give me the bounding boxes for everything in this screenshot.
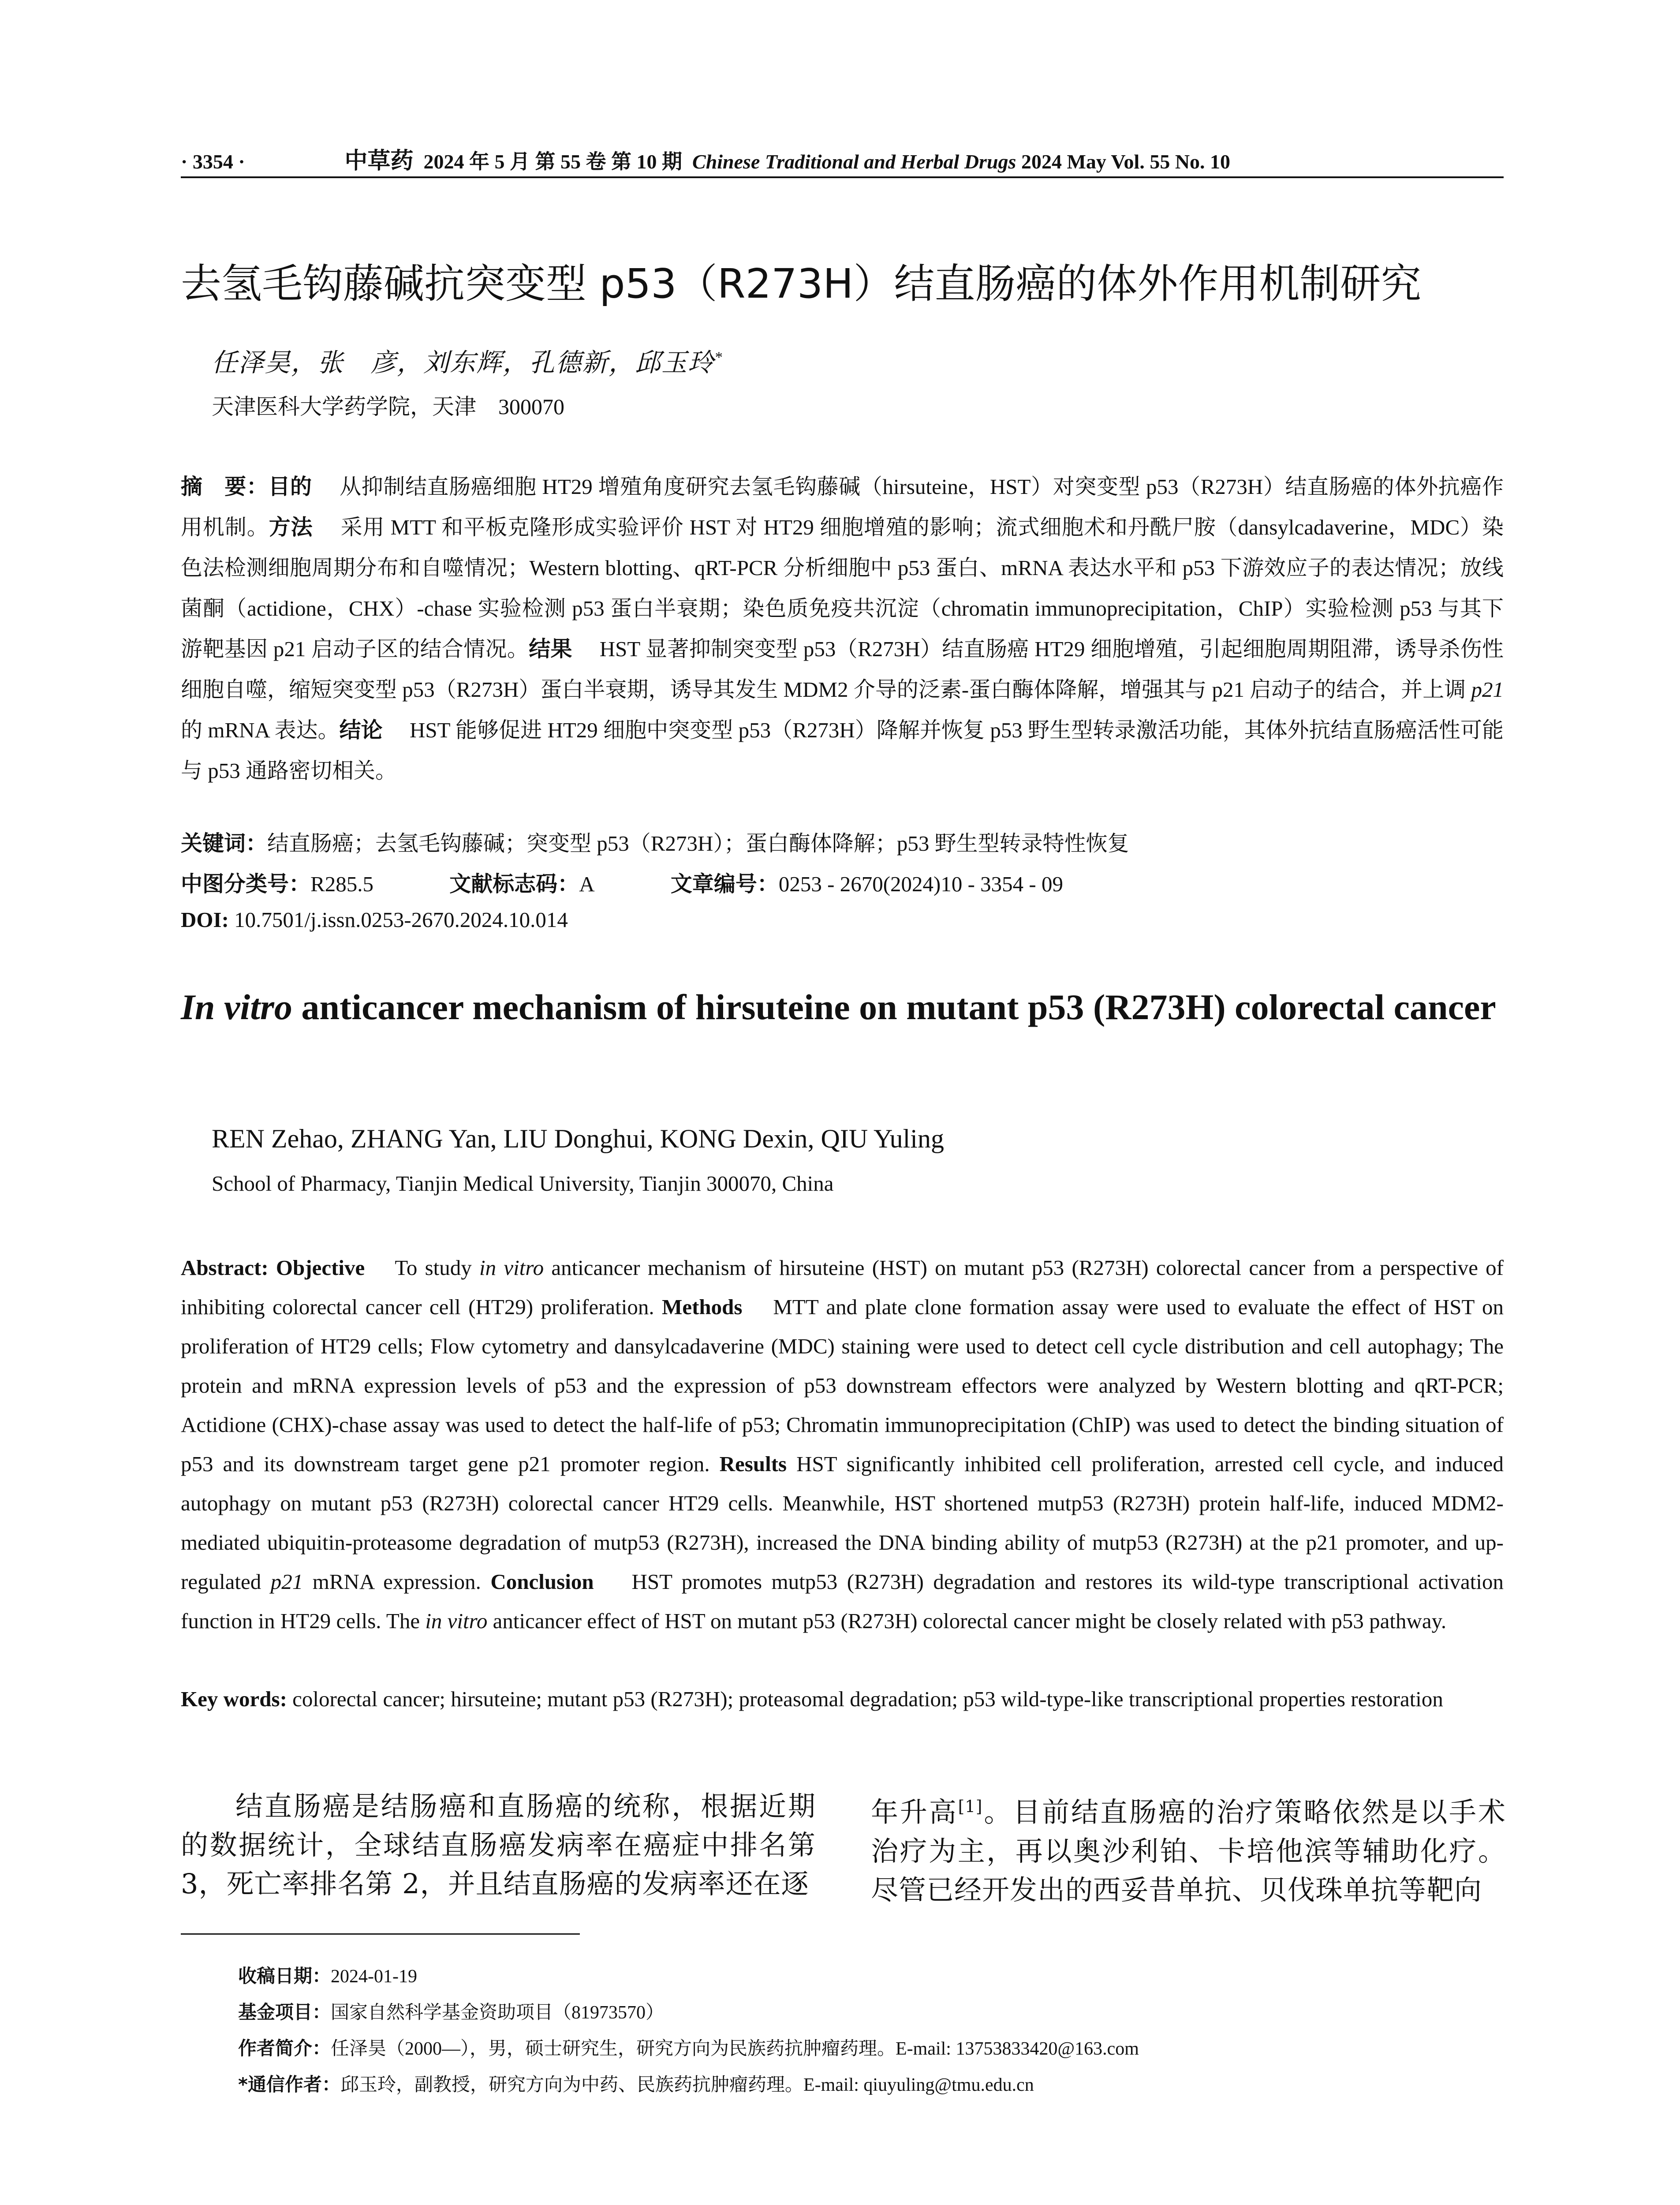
author-value: 任泽昊（2000—），男，硕士研究生，研究方向为民族药抗肿瘤药理。E-mail: 13753833420@163.com	[331, 2039, 1139, 2059]
body-right-a: 年升高	[871, 1796, 958, 1828]
footnote-received	[238, 1962, 417, 1988]
corresponding-mark: *	[714, 348, 723, 366]
affiliation-en: School of Pharmacy, Tianjin Medical University, Tianjin 300070, China	[212, 1171, 834, 1196]
doi-label: DOI:	[181, 908, 229, 932]
methods-en: MTT and plate clone formation assay were used to evaluate the effect of HST on proliferation of HT29 cells; Flow cytometry and dansylcadaverine (MDC) staining were used to detect cell cycle distribution and cell autophagy; The protein and mRNA expression levels of p53 and the expression of p53 downstream effectors were analyzed by Western blotting and qRT-PCR; Actidione (CHX)-chase assay was used to detect the half-life of p53; Chromatin immunoprecipitation (ChIP) was used to detect the binding situation of p53 and its downstream target gene p21 promoter region.	[181, 1295, 1504, 1476]
keywords-cn	[181, 826, 1129, 857]
conclusion-en-a: HST promotes mutp53 (R273H) degradation and restores its wild-type transcriptional activation function in HT29 cells. The	[181, 1570, 1504, 1633]
footnote-corresponding	[238, 2070, 1034, 2097]
doc-code-value: A	[579, 872, 595, 896]
keywords-label-cn: 关键词：	[181, 831, 268, 856]
citation-ref[interactable]: [1]	[958, 1797, 983, 1816]
clc-value: R285.5	[310, 872, 373, 896]
results-en-gene: p21	[270, 1570, 303, 1594]
objective-en-a: To study	[395, 1256, 479, 1280]
results-en-b: mRNA expression.	[303, 1570, 481, 1594]
journal-name-cn: 中草药	[344, 149, 414, 174]
fund-label: 基金项目：	[238, 2001, 331, 2023]
corresponding-label: *通信作者：	[238, 2074, 340, 2095]
title-en	[181, 981, 1504, 1033]
conclusion-cn: HST 能够促进 HT29 细胞中突变型 p53（R273H）降解并恢复 p53 野生型转录激活功能，其体外抗结直肠癌活性可能与 p53 通路密切相关。	[181, 718, 1504, 783]
conclusion-en-b: anticancer effect of HST on mutant p53 (R273H) colorectal cancer might be closely related with p53 pathway.	[487, 1609, 1447, 1633]
keywords-label-en: Key words:	[181, 1687, 287, 1711]
title-cn: 去氢毛钩藤碱抗突变型 p53（R273H）结直肠癌的体外作用机制研究	[181, 260, 1422, 307]
article-no-label: 文章编号：	[670, 871, 779, 897]
results-cn-end: 的 mRNA 表达。	[181, 718, 340, 742]
body-column-left: 结直肠癌是结肠癌和直肠癌的统称，根据近期的数据统计，全球结直肠癌发病率在癌症中排名第 3，死亡率排名第 2，并且结直肠癌的发病率还在逐	[181, 1790, 816, 1900]
objective-label-cn: 目的	[268, 474, 312, 499]
authors-cn-names: 任泽昊，张 彦，刘东辉，孔德新，邱玉玲	[212, 348, 715, 377]
body-column-right	[871, 1787, 1506, 1910]
abstract-label-cn: 摘 要：	[181, 474, 269, 499]
results-en-a: HST significantly inhibited cell proliferation, arrested cell cycle, and induced autophagy on mutant p53 (R273H) colorectal cancer HT29 cells. Meanwhile, HST shortened mutp53 (R273H) protein half-life, induced MDM2-mediated ubiquitin-proteasome degradation of mutp53 (R273H), increased the DNA binding ability of mutp53 (R273H) at the p21 promoter, and up-regulated	[181, 1452, 1504, 1594]
authors-cn	[212, 342, 723, 379]
footnote-rule	[181, 1933, 580, 1935]
objective-en-italic: in vitro	[479, 1256, 544, 1280]
objective-en-b: anticancer mechanism of hirsuteine (HST) on mutant p53 (R273H) colorectal cancer from a perspective of inhibiting colorectal cancer cell (HT29) proliferation.	[181, 1256, 1504, 1319]
keywords-text-en: colorectal cancer; hirsuteine; mutant p53 (R273H); proteasomal degradation; p53 wild-type-like transcriptional properties restoration	[292, 1687, 1443, 1711]
keywords-en	[181, 1679, 1504, 1719]
affiliation-cn: 天津医科大学药学院，天津 300070	[212, 394, 564, 419]
header-rule	[181, 176, 1504, 178]
title-en-italic: In vitro	[181, 987, 292, 1027]
issue-en: 2024 May Vol. 55 No. 10	[1021, 150, 1231, 173]
clc-label: 中图分类号：	[181, 871, 311, 897]
title-en-rest: anticancer mechanism of hirsuteine on mutant p53 (R273H) colorectal cancer	[292, 987, 1496, 1027]
conclusion-en-italic: in vitro	[425, 1609, 488, 1633]
received-value: 2024-01-19	[331, 1966, 417, 1987]
methods-cn: 采用 MTT 和平板克隆形成实验评价 HST 对 HT29 细胞增殖的影响；流式细胞术和丹酰尸胺（dansylcadaverine，MDC）染色法检测细胞周期分布和自噬情况；Western blotting、qRT-PCR 分析细胞中 p53 蛋白、mRNA 表达水平和 p53 下游效应子的表达情况；放线菌酮（actidione，CHX）-chase 实验检测 p53 蛋白半衰期；染色质免疫共沉淀（chromatin immunoprecipitation，ChIP）实验检测 p53 与其下游靶基因 p21 启动子区的结合情况。	[181, 515, 1504, 661]
fund-value: 国家自然科学基金资助项目（81973570）	[331, 2003, 665, 2023]
conclusion-label-en: Conclusion	[490, 1570, 594, 1594]
abstract-cn	[181, 467, 1504, 791]
methods-label-en: Methods	[662, 1295, 743, 1319]
journal-name-en: Chinese Traditional and Herbal Drugs	[692, 150, 1016, 173]
footnote-fund	[238, 1998, 664, 2024]
article-no-value: 0253 - 2670(2024)10 - 3354 - 09	[778, 872, 1063, 896]
abstract-en	[181, 1248, 1504, 1641]
results-label-en: Results	[719, 1452, 787, 1476]
author-label: 作者简介：	[238, 2037, 331, 2059]
methods-label-cn: 方法	[269, 515, 313, 540]
doc-code-label: 文献标志码：	[449, 871, 579, 897]
conclusion-label-cn: 结论	[339, 718, 383, 743]
results-label-cn: 结果	[529, 636, 572, 662]
doi-value: 10.7501/j.issn.0253-2670.2024.10.014	[234, 908, 568, 932]
body-right-b: 。目前结直肠癌的治疗策略依然是以手术治疗为主，再以奥沙利铂、卡培他滨等辅助化疗。尽管已经开发出的西妥昔单抗、贝伐珠单抗等靶向	[871, 1796, 1506, 1906]
keywords-text-cn: 结直肠癌；去氢毛钩藤碱；突变型 p53（R273H）；蛋白酶体降解；p53 野生型转录特性恢复	[267, 831, 1129, 856]
doi-line	[181, 907, 568, 932]
abstract-label-en: Abstract: Objective	[181, 1256, 365, 1280]
classification-line	[181, 867, 1063, 898]
authors-en: REN Zehao, ZHANG Yan, LIU Donghui, KONG Dexin, QIU Yuling	[212, 1124, 944, 1153]
objective-cn: 从抑制结直肠癌细胞 HT29 增殖角度研究去氢毛钩藤碱（hirsuteine，HST）对突变型 p53（R273H）结直肠癌的体外抗癌作用机制。	[181, 475, 1504, 539]
footnote-author	[238, 2034, 1139, 2060]
issue-cn: 2024 年 5 月 第 55 卷 第 10 期	[423, 150, 683, 173]
page-number: · 3354 ·	[181, 150, 245, 173]
running-head	[181, 142, 1504, 175]
results-gene-cn: p21	[1471, 677, 1504, 702]
corresponding-value: 邱玉玲，副教授，研究方向为中药、民族药抗肿瘤药理。E-mail: qiuyuling@tmu.edu.cn	[340, 2075, 1034, 2095]
received-label: 收稿日期：	[238, 1965, 331, 1987]
results-cn: HST 显著抑制突变型 p53（R273H）结直肠癌 HT29 细胞增殖，引起细胞周期阻滞，诱导杀伤性细胞自噬，缩短突变型 p53（R273H）蛋白半衰期，诱导其发生 MDM2 介导的泛素-蛋白酶体降解，增强其与 p21 启动子的结合，并上调	[181, 637, 1504, 702]
